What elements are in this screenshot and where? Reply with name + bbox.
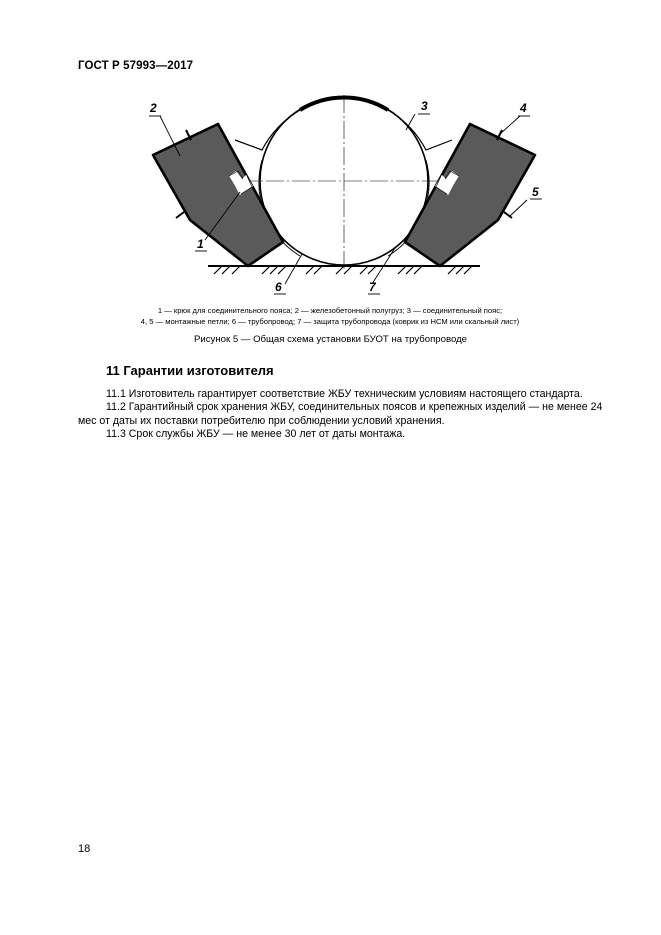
buot-installation-diagram — [0, 0, 661, 300]
paragraph-11-3: 11.3 Срок службы ЖБУ — не менее 30 лет от даты монтажа. — [106, 428, 406, 440]
belt-left-side — [235, 110, 300, 150]
left-loop-bottom — [176, 212, 184, 218]
ground-hatching — [214, 266, 472, 274]
left-concrete-block — [153, 124, 283, 266]
paragraph-11-1: 11.1 Изготовитель гарантирует соответствие ЖБУ техническим условиям настоящего стандарта. — [106, 388, 583, 400]
right-concrete-block — [405, 124, 535, 266]
figure-legend-line-2: 4, 5 — монтажные петли; 6 — трубопровод; 7 — защита трубопровода (коврик из НСМ или скальный лист) — [140, 317, 520, 326]
figure-label-4: 4 — [520, 101, 527, 115]
figure-label-7: 7 — [369, 280, 376, 294]
page-number: 18 — [78, 843, 91, 855]
figure-label-6: 6 — [275, 280, 282, 294]
figure-label-1: 1 — [197, 237, 204, 251]
figure-label-5: 5 — [532, 185, 539, 199]
figure-legend-line-1: 1 — крюк для соединительного пояса; 2 — железобетонный полугруз; 3 — соединительный пояс; — [157, 306, 503, 315]
standard-code-header: ГОСТ Р 57993—2017 — [78, 60, 194, 72]
figure-label-2: 2 — [150, 101, 157, 115]
paragraph-11-2: 11.2 Гарантийный срок хранения ЖБУ, соединительных поясов и крепежных изделий — не менее 24 мес от даты их поставки потребителю при соблюдении условий хранения. — [78, 401, 603, 427]
figure-label-3: 3 — [421, 99, 428, 113]
figure-caption: Рисунок 5 — Общая схема установки БУОТ на трубопроводе — [193, 334, 468, 345]
section-title: 11 Гарантии изготовителя — [106, 363, 274, 378]
